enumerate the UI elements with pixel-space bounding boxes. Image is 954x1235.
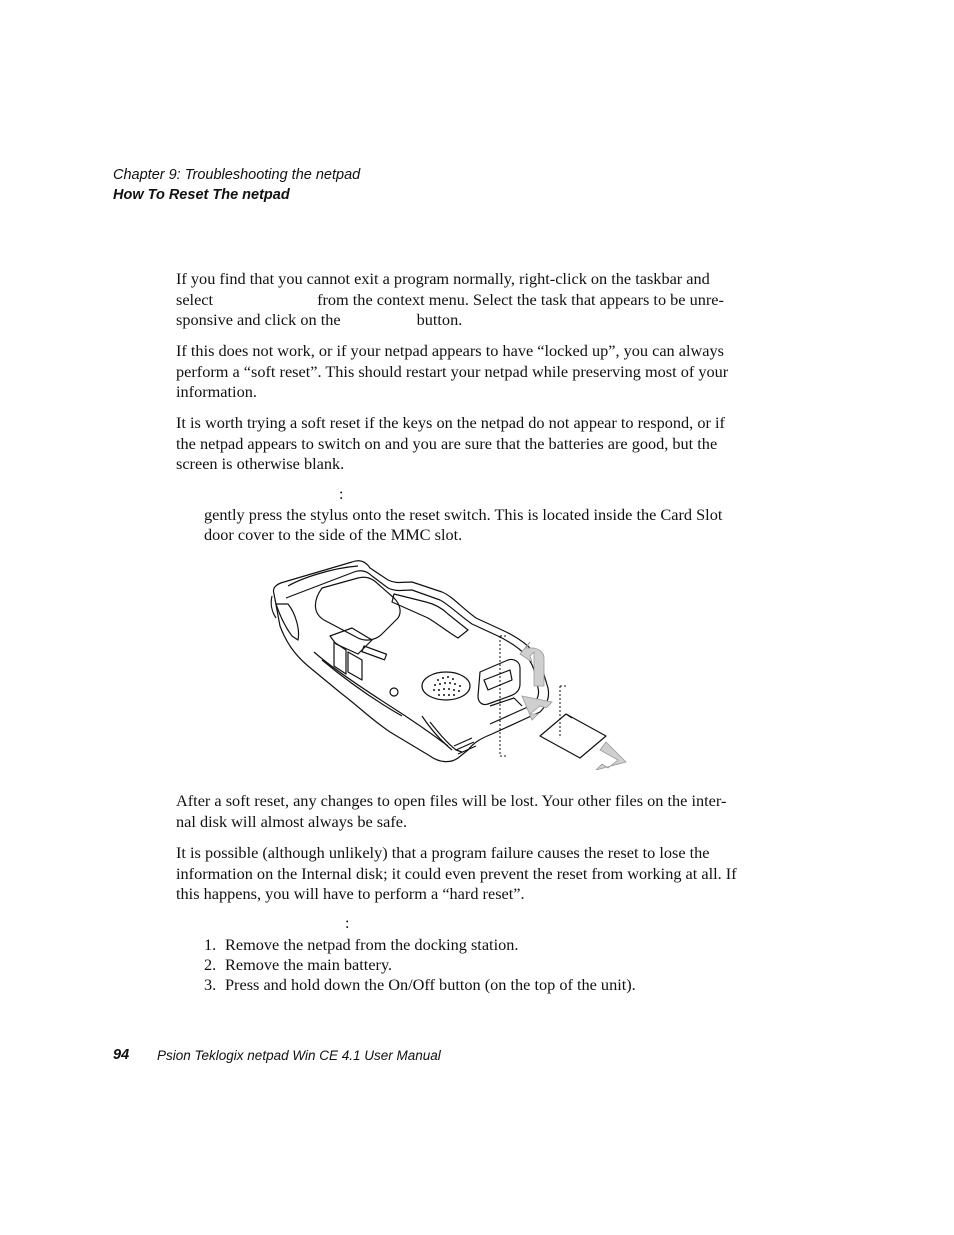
chapter-header: Chapter 9: Troubleshooting the netpad <box>113 167 361 183</box>
manual-title: Psion Teklogix netpad Win CE 4.1 User Manual <box>157 1048 441 1063</box>
paragraph-soft-reset-when <box>176 413 741 475</box>
page-number: 94 <box>113 1047 130 1063</box>
paragraph-locked-up <box>176 341 741 403</box>
netpad-reset-illustration <box>262 556 636 770</box>
paragraph-exit-program <box>176 269 741 331</box>
p1-line3b: button. <box>416 310 463 329</box>
p3-text: It is worth trying a soft reset if the keys on the netpad do not appear to respond, or if the netpad appears to switch on and you are sure that the batteries are good, but the screen is otherwise blank. <box>176 413 725 473</box>
hard-reset-steps <box>204 935 636 995</box>
p1-line2a: select <box>176 289 214 309</box>
p1-line2b: from the context menu. Select the task that appears to be unre- <box>317 289 724 309</box>
p2-text: If this does not work, or if your netpad appears to have “locked up”, you can always perform a “soft reset”. This should restart your netpad while preserving most of your information. <box>176 341 729 401</box>
card-arrow-icon <box>596 742 626 770</box>
list-item <box>204 955 636 975</box>
speaker-grille <box>433 676 461 696</box>
step-text: Remove the main battery. <box>225 955 393 974</box>
paragraph-after-soft-reset <box>176 791 741 832</box>
p4-text: gently press the stylus onto the reset switch. This is located inside the Card Slot door cover to the side of the MMC slot. <box>204 505 723 544</box>
step-text: Press and hold down the On/Off button (on the top of the unit). <box>225 975 636 994</box>
p6-text: It is possible (although unlikely) that a program failure causes the reset to lose the information on the Internal disk; it could even prevent the reset from working at all. If this happens, you will have to perform a “hard reset”. <box>176 843 737 903</box>
step-text: Remove the netpad from the docking station. <box>225 935 519 954</box>
step-number: 2. <box>204 955 217 974</box>
list-item <box>204 935 636 955</box>
p1-line1: If you find that you cannot exit a program normally, right-click on the taskbar and <box>176 269 710 288</box>
section-header: How To Reset The netpad <box>113 187 290 203</box>
step-number: 3. <box>204 975 217 994</box>
soft-reset-colon: : <box>339 486 344 503</box>
hard-reset-colon: : <box>345 915 350 932</box>
step-number: 1. <box>204 935 217 954</box>
p1-line3a: sponsive and click on the <box>176 310 341 329</box>
paragraph-soft-reset-how <box>204 505 744 544</box>
paragraph-program-failure <box>176 843 741 905</box>
p5-text: After a soft reset, any changes to open files will be lost. Your other files on the inter-nal disk will almost always be safe. <box>176 791 727 831</box>
list-item <box>204 975 636 995</box>
